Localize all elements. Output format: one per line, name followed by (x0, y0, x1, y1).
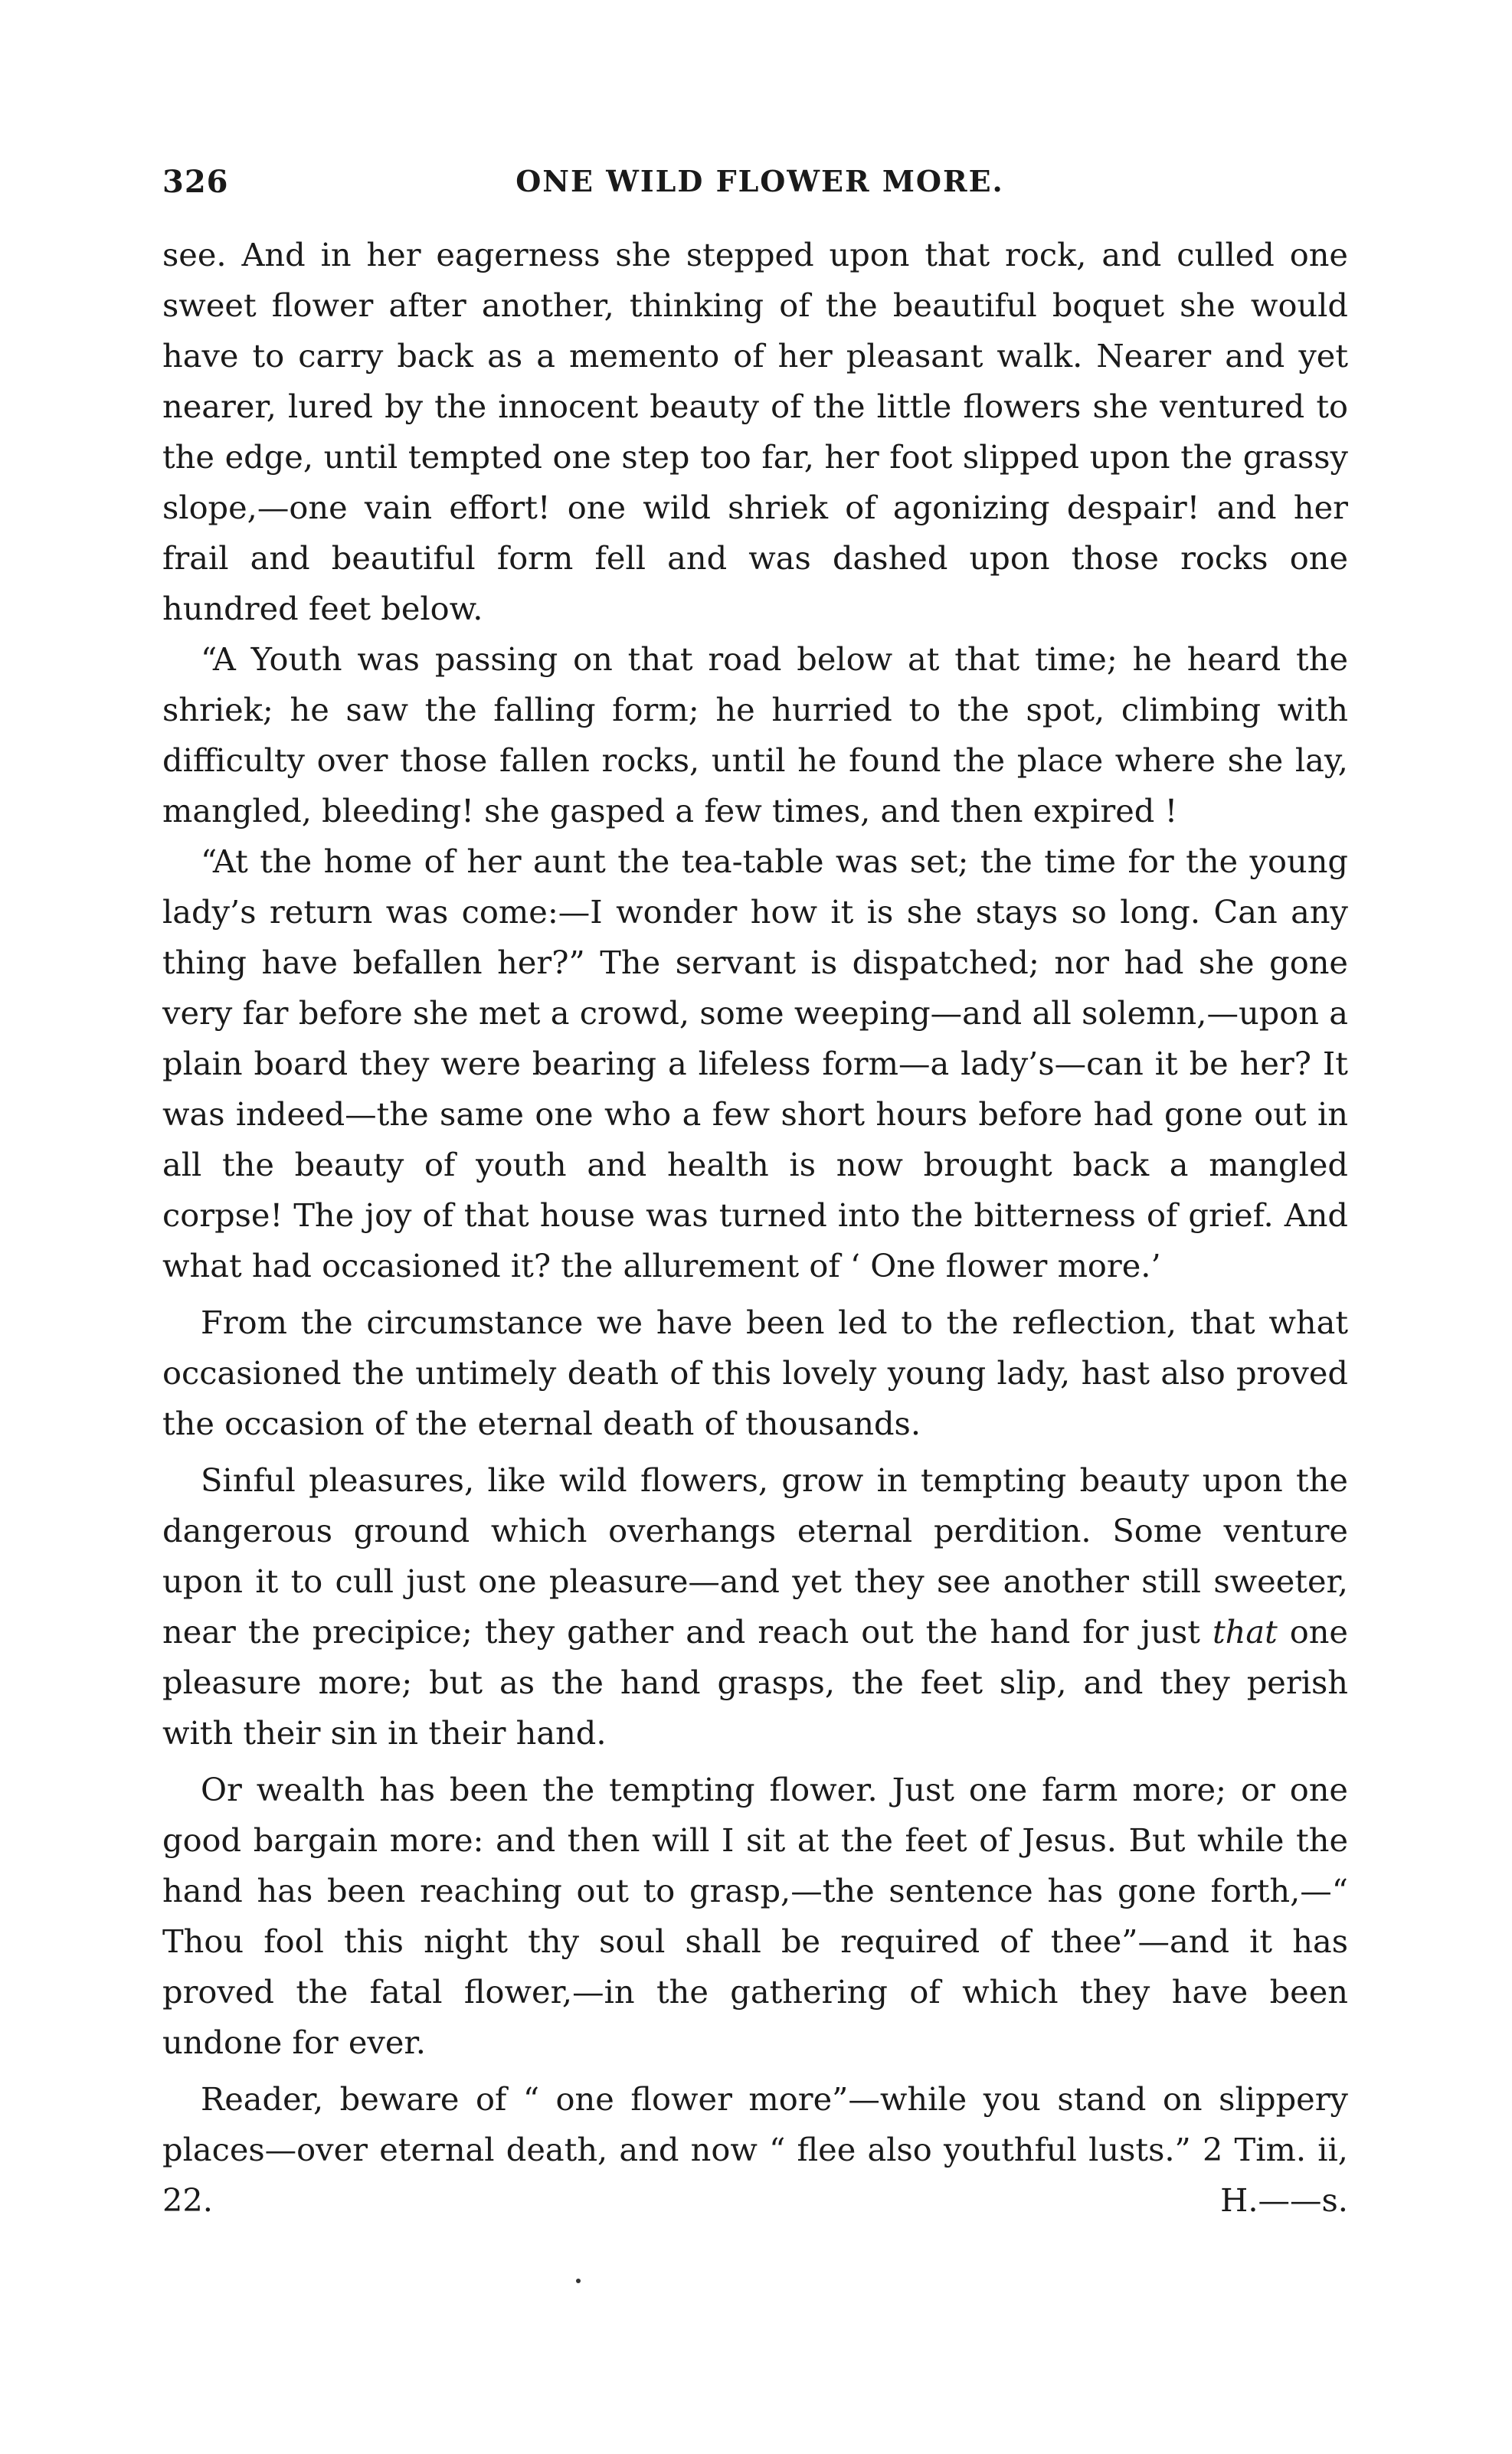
page-number: 326 (162, 164, 229, 200)
page-header (162, 164, 1357, 210)
paragraph-3 (162, 836, 1348, 1291)
paragraph-text: From the circumstance we have been led to the reflection, that what occasioned the untimely death of this lovely young lady, hast also proved the occasion of the eternal death of thousands. (162, 1304, 1348, 1442)
paragraph-4 (162, 1297, 1348, 1449)
paragraph-text: see. And in her eagerness she stepped upon that rock, and culled one sweet flower after another, thinking of the beautiful boquet she would have to carry back as a memento of her pleasant walk. Nearer and yet nearer, lured by the innocent beauty of the little flowers she ventured to the edge, until tempted one step too far, her foot slipped upon the grassy slope,—one vain effort! one wild shriek of agonizing despair! and her frail and beautiful form fell and was dashed upon those rocks one hundred feet below. (162, 236, 1348, 627)
paragraph-2 (162, 634, 1348, 836)
paragraph-5 (162, 1455, 1348, 1759)
paragraph-text: Reader, beware of “ one flower more”—while you stand on slippery places—over eternal death, and now “ flee also youthful lusts.” 2 Tim. ii, 22. (162, 2080, 1348, 2219)
emphasized-word: that (1212, 1613, 1278, 1651)
paragraph-6 (162, 1765, 1348, 2068)
paragraph-7 (162, 2074, 1348, 2226)
print-speck (576, 2279, 581, 2283)
paragraph-text: Sinful pleasures, like wild flowers, grow in tempting beauty upon the dangerous ground which overhangs eternal perdition. Some venture upon it to cull just one pleasure—and yet they see another still sweeter, near the precipice; they gather and reach out the hand for just (162, 1461, 1348, 1651)
paragraph-text: Or wealth has been the tempting flower. Just one farm more; or one good bargain more: and then will I sit at the feet of Jesus. But while the hand has been reaching out to grasp,—the sentence has gone forth,—“ Thou fool this night thy soul shall be required of thee”—and it has proved the fatal flower,—in the gathering of which they have been undone for ever. (162, 1771, 1348, 2061)
paragraph-1 (162, 230, 1348, 634)
body-text (162, 230, 1348, 2226)
paragraph-text: “At the home of her aunt the tea-table was set; the time for the young lady’s return was come:—I wonder how it is she stays so long. Can any thing have befallen her?” The servant is dispatched; nor had she gone very far before she met a crowd, some weeping—and all solemn,—upon a plain board they were bearing a lifeless form—a lady’s—can it be her? It was indeed—the same one who a few short hours before had gone out in all the beauty of youth and health is now brought back a mangled corpse! The joy of that house was turned into the bitterness of grief. And what had occasioned it? the allurement of ‘ One flower more.’ (162, 843, 1348, 1284)
author-signature: H.——s. (1220, 2181, 1348, 2219)
paragraph-text: “A Youth was passing on that road below at that time; he heard the shriek; he saw the falling form; he hurried to the spot, climbing with difficulty over those fallen rocks, until he found the place where she lay, mangled, bleeding! she gasped a few times, and then expired ! (162, 640, 1348, 829)
running-title: ONE WILD FLOWER MORE. (515, 164, 1004, 198)
paragraph-text-continued: one pleasure more; but as the hand grasps, the feet slip, and they perish with their sin in their hand. (162, 1613, 1348, 1752)
